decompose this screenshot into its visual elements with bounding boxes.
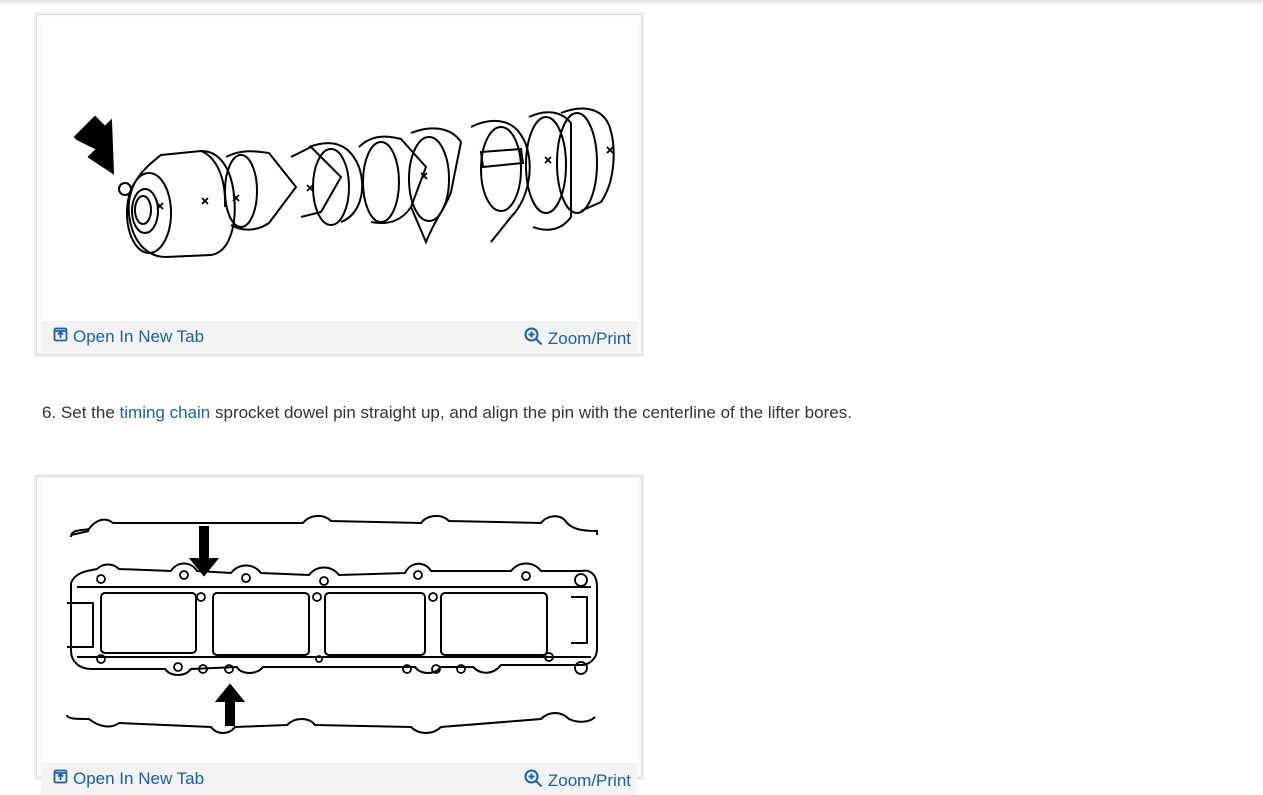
open-in-new-tab-label: Open In New Tab bbox=[73, 769, 205, 788]
open-in-new-tab-icon bbox=[53, 769, 68, 789]
open-in-new-tab-label: Open In New Tab bbox=[73, 327, 205, 346]
top-shadow bbox=[0, 0, 1263, 6]
open-in-new-tab-link[interactable] bbox=[53, 327, 204, 347]
zoom-in-icon bbox=[524, 327, 543, 351]
step-text-after: sprocket dowel pin straight up, and align the pin with the centerline of the lifter bores. bbox=[214, 403, 852, 422]
zoom-print-link[interactable] bbox=[524, 327, 631, 351]
camshaft-diagram[interactable] bbox=[41, 17, 637, 321]
zoom-print-link[interactable] bbox=[524, 769, 631, 793]
figure-camshaft bbox=[36, 14, 642, 355]
step-text-before: Set the bbox=[60, 403, 115, 422]
step-number: 6. bbox=[42, 403, 57, 422]
figure-toolbar bbox=[41, 321, 637, 353]
zoom-in-icon bbox=[524, 769, 543, 793]
timing-chain-link[interactable]: timing chain bbox=[119, 403, 211, 422]
figure-toolbar bbox=[41, 763, 637, 795]
lifter-bore-diagram[interactable] bbox=[41, 479, 637, 763]
zoom-print-label: Zoom/Print bbox=[547, 329, 631, 348]
open-in-new-tab-icon bbox=[53, 327, 68, 347]
open-in-new-tab-link[interactable] bbox=[53, 769, 204, 789]
figure-lifter-bores bbox=[36, 476, 642, 790]
step-6-text bbox=[42, 403, 852, 423]
zoom-print-label: Zoom/Print bbox=[547, 771, 631, 790]
